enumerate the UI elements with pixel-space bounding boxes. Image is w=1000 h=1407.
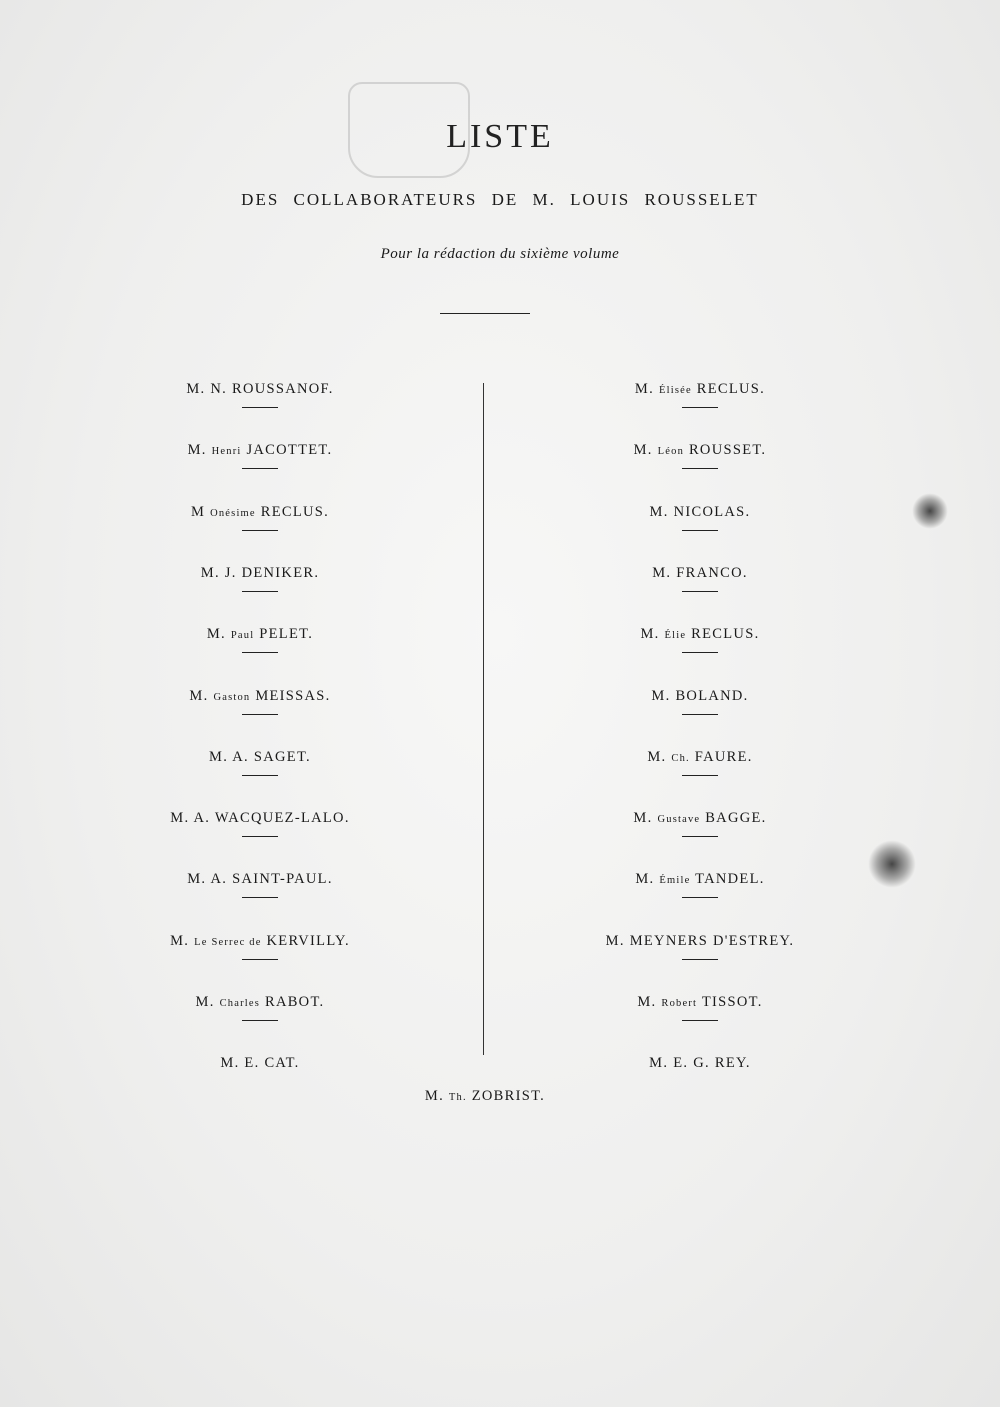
name-surname: SAINT-PAUL.	[232, 871, 333, 888]
name-given: Robert	[661, 998, 698, 1009]
separator-rule	[242, 775, 278, 776]
name-surname: MEISSAS.	[250, 687, 331, 704]
name-prefix: M.	[170, 932, 195, 949]
name-prefix: M.	[649, 503, 674, 520]
name-prefix: M. J.	[200, 564, 242, 581]
collaborator-entry	[550, 688, 850, 715]
title-rule	[440, 313, 530, 314]
name-given: Gaston	[213, 691, 251, 703]
separator-rule	[242, 897, 278, 898]
collaborator-entry	[550, 994, 850, 1021]
page-title: LISTE	[446, 118, 554, 155]
collaborator-entry	[110, 688, 410, 715]
name-surname: DENIKER.	[241, 564, 320, 581]
name-given: Paul	[230, 630, 255, 642]
name-surname: MEYNERS D'ESTREY.	[629, 932, 795, 949]
separator-rule	[682, 652, 718, 653]
separator-rule	[682, 714, 718, 715]
separator-rule	[682, 775, 718, 776]
name-prefix: M.	[206, 626, 231, 643]
bottom-entry	[335, 1088, 635, 1105]
name-surname: RABOT.	[260, 994, 325, 1010]
name-prefix: M.	[652, 564, 677, 581]
name-prefix: M.	[633, 442, 658, 459]
name-surname: ROUSSANOF.	[231, 381, 334, 397]
name-given: Gustave	[657, 814, 701, 826]
name-prefix: M. E.	[220, 1055, 265, 1072]
name-prefix: M. A.	[170, 810, 215, 827]
collaborator-entry	[110, 749, 410, 776]
separator-rule	[242, 468, 278, 469]
name-surname: RECLUS.	[686, 626, 760, 643]
name-surname: WACQUEZ-LALO.	[214, 810, 350, 827]
separator-rule	[682, 897, 718, 898]
separator-rule	[242, 530, 278, 531]
name-prefix: M. A.	[187, 871, 233, 888]
name-surname: NICOLAS.	[673, 503, 751, 520]
name-surname: CAT.	[264, 1055, 300, 1072]
separator-rule	[242, 959, 278, 960]
name-given: Élie	[664, 630, 687, 642]
name-surname: PELET.	[254, 626, 314, 643]
name-given: Léon	[657, 446, 685, 458]
collaborator-entry	[550, 442, 850, 469]
name-given: Th.	[448, 1092, 467, 1103]
collaborator-entry	[110, 504, 410, 531]
ink-stain	[912, 493, 948, 529]
name-prefix: M.	[635, 871, 660, 888]
name-surname: RECLUS.	[691, 381, 766, 397]
ink-stain	[868, 840, 916, 888]
name-prefix: M.	[187, 442, 212, 459]
collaborator-entry	[550, 1055, 850, 1072]
collaborator-entry	[110, 933, 410, 960]
name-surname: KERVILLY.	[261, 932, 350, 949]
name-given: Henri	[211, 446, 242, 458]
name-surname: TISSOT.	[697, 994, 763, 1010]
name-prefix: M.	[195, 994, 220, 1010]
collaborator-entry	[110, 871, 410, 898]
collaborator-entry	[550, 749, 850, 776]
separator-rule	[242, 652, 278, 653]
name-given: Élisée	[658, 385, 692, 396]
name-prefix: M.	[633, 810, 658, 827]
name-surname: SAGET.	[253, 748, 311, 765]
collaborator-entry	[550, 381, 850, 408]
separator-rule	[682, 836, 718, 837]
collaborator-entry	[110, 565, 410, 592]
collaborator-entry	[550, 810, 850, 837]
name-surname: JACOTTET.	[241, 442, 333, 459]
name-prefix: M. E. G.	[649, 1055, 715, 1072]
name-given: Ch.	[671, 752, 690, 764]
separator-rule	[242, 1020, 278, 1021]
collaborator-entry	[550, 871, 850, 898]
name-prefix: M.	[605, 932, 630, 949]
collaborator-entry	[110, 1055, 410, 1072]
name-prefix: M. A.	[209, 748, 254, 765]
separator-rule	[242, 591, 278, 592]
name-surname: RECLUS.	[255, 503, 330, 520]
name-surname: BOLAND.	[675, 687, 749, 704]
separator-rule	[682, 530, 718, 531]
name-given: Émile	[659, 875, 691, 887]
name-surname: FAURE.	[689, 748, 753, 765]
collaborator-entry	[110, 626, 410, 653]
collaborator-entry	[110, 810, 410, 837]
separator-rule	[242, 407, 278, 408]
collaborator-entry	[110, 442, 410, 469]
collaborator-entry	[550, 626, 850, 653]
name-prefix: M. N.	[186, 381, 232, 397]
name-prefix: M.	[647, 748, 672, 765]
name-prefix: M.	[651, 687, 676, 704]
separator-rule	[682, 468, 718, 469]
name-surname: BAGGE.	[700, 810, 767, 827]
name-given: Charles	[219, 998, 261, 1009]
column-divider	[483, 383, 484, 1055]
name-surname: FRANCO.	[676, 564, 748, 581]
name-surname: REY.	[714, 1055, 751, 1072]
volume-note: Pour la rédaction du sixième volume	[380, 246, 620, 262]
name-given: Onésime	[210, 507, 256, 519]
collaborator-entry	[550, 504, 850, 531]
name-given: Le Serrec de	[194, 936, 262, 948]
name-prefix: M	[190, 503, 211, 520]
separator-rule	[682, 1020, 718, 1021]
separator-rule	[682, 959, 718, 960]
separator-rule	[682, 407, 718, 408]
name-prefix: M.	[640, 626, 665, 643]
name-prefix: M.	[634, 381, 659, 397]
name-surname: TANDEL.	[690, 871, 765, 888]
name-prefix: M.	[189, 687, 214, 704]
separator-rule	[242, 836, 278, 837]
separator-rule	[682, 591, 718, 592]
collaborator-entry	[550, 933, 850, 960]
name-prefix: M.	[637, 994, 662, 1010]
name-surname: ZOBRIST.	[466, 1088, 546, 1104]
separator-rule	[242, 714, 278, 715]
name-surname: ROUSSET.	[684, 442, 767, 459]
collaborator-entry	[110, 381, 410, 408]
collaborator-entry	[110, 994, 410, 1021]
collaborator-entry	[550, 565, 850, 592]
page-subtitle: DES COLLABORATEURS DE M. LOUIS ROUSSELET	[241, 190, 759, 209]
name-prefix: M.	[424, 1088, 449, 1104]
